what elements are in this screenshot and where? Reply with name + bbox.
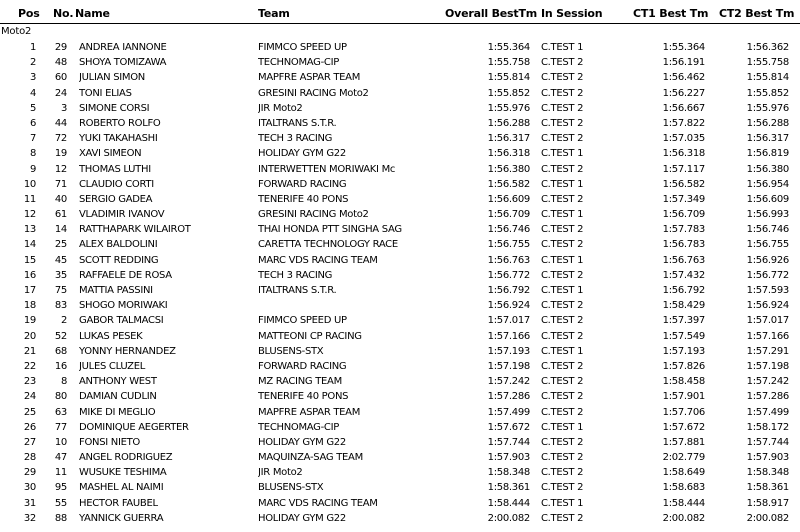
- ct1-time-cell: 1:57.783: [662, 224, 705, 236]
- session-cell: C.TEST 2: [541, 102, 584, 114]
- ct1-time-cell: 1:56.582: [662, 178, 705, 190]
- pos-cell: 23: [23, 376, 36, 388]
- number-cell: 63: [54, 406, 67, 418]
- ct1-time-cell: 1:56.667: [662, 102, 705, 114]
- session-cell: C.TEST 2: [541, 406, 584, 418]
- pos-cell: 2: [29, 57, 36, 69]
- best-time-cell: 1:55.364: [487, 42, 530, 53]
- session-cell: C.TEST 1: [541, 285, 584, 296]
- rider-name-cell: ANTHONY WEST: [79, 376, 157, 388]
- team-cell: TECHNOMAG-CIP: [258, 57, 339, 69]
- ct2-time-cell: 1:56.924: [746, 300, 789, 312]
- ct2-time-cell: 2:00.082: [746, 512, 789, 524]
- number-cell: 8: [60, 376, 67, 388]
- team-cell: HOLIDAY GYM G22: [258, 436, 346, 448]
- rider-name-cell: ANGEL RODRIGUEZ: [79, 452, 173, 464]
- pos-cell: 16: [23, 269, 36, 281]
- pos-cell: 24: [23, 391, 36, 403]
- rider-name-cell: SIMONE CORSI: [79, 102, 150, 114]
- ct2-time-cell: 1:58.348: [746, 467, 789, 479]
- best-time-cell: 1:56.772: [487, 269, 530, 281]
- best-time-cell: 1:57.166: [487, 330, 530, 342]
- ct2-time-cell: 1:56.380: [746, 163, 789, 175]
- ct2-time-cell: 1:56.954: [746, 178, 789, 190]
- number-cell: 24: [54, 87, 67, 99]
- table-row: [0, 405, 800, 420]
- ct2-time-cell: 1:55.814: [746, 72, 789, 84]
- session-cell: C.TEST 2: [541, 376, 584, 388]
- ct1-time-cell: 1:57.397: [662, 315, 705, 327]
- number-cell: 83: [54, 300, 67, 312]
- table-row: [0, 389, 800, 404]
- ct1-time-cell: 1:57.901: [662, 391, 705, 403]
- ct1-time-cell: 1:58.649: [662, 467, 705, 479]
- ct1-time-cell: 1:56.318: [662, 148, 705, 160]
- table-row: [0, 374, 800, 389]
- ct2-time-cell: 1:56.926: [746, 254, 789, 266]
- ct1-time-cell: 1:58.444: [662, 497, 705, 509]
- ct2-time-cell: 1:57.166: [746, 330, 789, 342]
- rider-name-cell: YONNY HERNANDEZ: [79, 345, 176, 357]
- ct2-time-cell: 1:56.746: [746, 224, 789, 236]
- team-cell: CARETTA TECHNOLOGY RACE: [258, 239, 398, 251]
- pos-cell: 18: [23, 300, 36, 312]
- rider-name-cell: ALEX BALDOLINI: [79, 239, 158, 251]
- team-cell: FIMMCO SPEED UP: [258, 42, 347, 53]
- team-cell: MARC VDS RACING TEAM: [258, 254, 378, 266]
- ct1-time-cell: 1:57.349: [662, 193, 705, 205]
- ct2-time-cell: 1:56.993: [746, 209, 789, 221]
- ct2-time-cell: 1:56.288: [746, 117, 789, 129]
- pos-cell: 10: [23, 178, 36, 190]
- rider-name-cell: DAMIAN CUDLIN: [79, 391, 157, 403]
- ct1-time-cell: 1:58.429: [662, 300, 705, 312]
- table-row: [0, 162, 800, 177]
- number-cell: 14: [54, 224, 67, 236]
- team-cell: ITALTRANS S.T.R.: [258, 285, 337, 296]
- table-row: [0, 450, 800, 465]
- pos-cell: 5: [29, 102, 36, 114]
- session-cell: C.TEST 2: [541, 482, 584, 494]
- best-time-cell: 1:58.361: [487, 482, 530, 494]
- ct1-time-cell: 1:57.822: [662, 117, 705, 129]
- session-cell: C.TEST 1: [541, 178, 584, 190]
- team-cell: GRESINI RACING Moto2: [258, 209, 369, 221]
- session-cell: C.TEST 2: [541, 117, 584, 129]
- ct1-time-cell: 1:57.826: [662, 360, 705, 372]
- session-cell: C.TEST 1: [541, 345, 584, 357]
- team-cell: HOLIDAY GYM G22: [258, 512, 346, 524]
- number-cell: 16: [54, 360, 67, 372]
- best-time-cell: 1:56.582: [487, 178, 530, 190]
- pos-cell: 25: [23, 406, 36, 418]
- ct1-time-cell: 1:56.191: [662, 57, 705, 69]
- table-row: [0, 420, 800, 435]
- session-cell: C.TEST 2: [541, 391, 584, 403]
- number-cell: 77: [54, 421, 67, 433]
- team-cell: BLUSENS-STX: [258, 482, 324, 494]
- ct2-time-cell: 1:56.755: [746, 239, 789, 251]
- session-cell: C.TEST 2: [541, 512, 584, 524]
- number-cell: 19: [54, 148, 67, 160]
- session-cell: C.TEST 2: [541, 467, 584, 479]
- ct2-time-cell: 1:57.291: [746, 345, 789, 357]
- team-cell: FORWARD RACING: [258, 178, 347, 190]
- team-cell: ITALTRANS S.T.R.: [258, 117, 337, 129]
- table-row: [0, 313, 800, 328]
- table-row: [0, 283, 800, 298]
- pos-cell: 27: [23, 436, 36, 448]
- header-best: Overall BestTm: [445, 7, 538, 20]
- table-row: [0, 116, 800, 131]
- best-time-cell: 1:57.286: [487, 391, 530, 403]
- team-cell: MAPFRE ASPAR TEAM: [258, 406, 361, 418]
- pos-cell: 8: [29, 148, 36, 160]
- header-session: In Session: [541, 7, 603, 20]
- session-cell: C.TEST 1: [541, 209, 584, 221]
- best-time-cell: 1:57.193: [487, 345, 530, 357]
- session-cell: C.TEST 2: [541, 315, 584, 327]
- pos-cell: 22: [23, 360, 36, 372]
- session-cell: C.TEST 2: [541, 133, 584, 145]
- pos-cell: 11: [23, 193, 36, 205]
- team-cell: MATTEONI CP RACING: [258, 330, 362, 342]
- pos-cell: 4: [29, 87, 36, 99]
- team-cell: HOLIDAY GYM G22: [258, 148, 346, 160]
- ct2-time-cell: 1:57.499: [746, 406, 789, 418]
- number-cell: 55: [54, 497, 67, 509]
- team-cell: GRESINI RACING Moto2: [258, 87, 369, 99]
- table-row: [0, 480, 800, 495]
- pos-cell: 14: [23, 239, 36, 251]
- table-row: [0, 101, 800, 116]
- table-row: [0, 207, 800, 222]
- table-row: [0, 146, 800, 161]
- table-row: [0, 344, 800, 359]
- best-time-cell: 1:57.499: [487, 406, 530, 418]
- best-time-cell: 1:57.672: [487, 421, 530, 433]
- table-row: [0, 496, 800, 511]
- ct2-time-cell: 1:57.242: [746, 376, 789, 388]
- team-cell: TECH 3 RACING: [258, 133, 333, 145]
- session-cell: C.TEST 2: [541, 239, 584, 251]
- number-cell: 80: [54, 391, 67, 403]
- rider-name-cell: XAVI SIMEON: [79, 148, 142, 160]
- ct1-time-cell: 1:56.763: [662, 254, 705, 266]
- number-cell: 10: [54, 436, 67, 448]
- best-time-cell: 1:56.380: [487, 163, 530, 175]
- number-cell: 95: [54, 482, 67, 494]
- results-table: [0, 40, 800, 526]
- number-cell: 29: [54, 42, 67, 53]
- pos-cell: 12: [23, 209, 36, 221]
- team-cell: TECH 3 RACING: [258, 269, 333, 281]
- header-pos: Pos: [18, 7, 40, 20]
- ct2-time-cell: 1:57.744: [746, 436, 789, 448]
- rider-name-cell: HECTOR FAUBEL: [79, 497, 158, 509]
- number-cell: 88: [54, 512, 67, 524]
- best-time-cell: 1:57.744: [487, 436, 530, 448]
- team-cell: JIR Moto2: [258, 102, 303, 114]
- pos-cell: 19: [23, 315, 36, 327]
- best-time-cell: 1:56.288: [487, 117, 530, 129]
- best-time-cell: 1:55.976: [487, 102, 530, 114]
- session-cell: C.TEST 2: [541, 300, 584, 312]
- pos-cell: 1: [29, 42, 36, 53]
- ct2-time-cell: 1:56.362: [746, 42, 789, 53]
- rider-name-cell: GABOR TALMACSI: [79, 315, 164, 327]
- table-row: [0, 237, 800, 252]
- table-row: [0, 465, 800, 480]
- ct2-time-cell: 1:56.609: [746, 193, 789, 205]
- table-row: [0, 222, 800, 237]
- pos-cell: 21: [23, 345, 36, 357]
- ct1-time-cell: 1:57.672: [662, 421, 705, 433]
- team-cell: TECHNOMAG-CIP: [258, 421, 339, 433]
- pos-cell: 6: [29, 117, 36, 129]
- session-cell: C.TEST 2: [541, 269, 584, 281]
- session-cell: C.TEST 1: [541, 148, 584, 160]
- pos-cell: 20: [23, 330, 36, 342]
- ct2-time-cell: 1:57.198: [746, 360, 789, 372]
- pos-cell: 31: [23, 497, 36, 509]
- ct2-time-cell: 1:57.286: [746, 391, 789, 403]
- ct2-time-cell: 1:57.017: [746, 315, 789, 327]
- table-row: [0, 298, 800, 313]
- best-time-cell: 2:00.082: [487, 512, 530, 524]
- rider-name-cell: CLAUDIO CORTI: [79, 178, 154, 190]
- ct2-time-cell: 1:58.917: [746, 497, 789, 509]
- rider-name-cell: ROBERTO ROLFO: [79, 117, 161, 129]
- team-cell: FORWARD RACING: [258, 360, 347, 372]
- team-cell: FIMMCO SPEED UP: [258, 315, 347, 327]
- ct1-time-cell: 2:02.779: [662, 452, 705, 464]
- rider-name-cell: LUKAS PESEK: [79, 330, 143, 342]
- pos-cell: 17: [23, 285, 36, 296]
- table-row: [0, 40, 800, 55]
- rider-name-cell: FONSI NIETO: [79, 436, 141, 448]
- best-time-cell: 1:56.792: [487, 285, 530, 296]
- number-cell: 44: [54, 117, 67, 129]
- pos-cell: 15: [23, 254, 36, 266]
- ct1-time-cell: 2:00.082: [662, 512, 705, 524]
- pos-cell: 13: [23, 224, 36, 236]
- rider-name-cell: SCOTT REDDING: [79, 254, 159, 266]
- table-header: [0, 7, 800, 23]
- number-cell: 3: [60, 102, 67, 114]
- ct1-time-cell: 1:57.193: [662, 345, 705, 357]
- rider-name-cell: SHOYA TOMIZAWA: [79, 57, 167, 69]
- table-row: [0, 329, 800, 344]
- team-cell: THAI HONDA PTT SINGHA SAG: [258, 224, 402, 236]
- best-time-cell: 1:56.318: [487, 148, 530, 160]
- table-row: [0, 55, 800, 70]
- rider-name-cell: MASHEL AL NAIMI: [79, 482, 164, 494]
- pos-cell: 7: [29, 133, 36, 145]
- best-time-cell: 1:57.903: [487, 452, 530, 464]
- table-row: [0, 192, 800, 207]
- ct1-time-cell: 1:56.792: [662, 285, 705, 296]
- rider-name-cell: TONI ELIAS: [79, 87, 132, 99]
- header-ct2: CT2 Best Tm: [719, 7, 795, 20]
- team-cell: TENERIFE 40 PONS: [258, 391, 349, 403]
- table-row: [0, 435, 800, 450]
- best-time-cell: 1:55.758: [487, 57, 530, 69]
- best-time-cell: 1:57.017: [487, 315, 530, 327]
- team-cell: MZ RACING TEAM: [258, 376, 342, 388]
- table-row: [0, 70, 800, 85]
- best-time-cell: 1:56.746: [487, 224, 530, 236]
- rider-name-cell: SHOGO MORIWAKI: [79, 300, 168, 312]
- team-cell: MAQUINZA-SAG TEAM: [258, 452, 363, 464]
- header-team: Team: [258, 7, 290, 20]
- ct2-time-cell: 1:58.361: [746, 482, 789, 494]
- rider-name-cell: ANDREA IANNONE: [79, 42, 167, 53]
- pos-cell: 9: [29, 163, 36, 175]
- number-cell: 45: [54, 254, 67, 266]
- number-cell: 47: [54, 452, 67, 464]
- ct1-time-cell: 1:57.035: [662, 133, 705, 145]
- ct2-time-cell: 1:56.317: [746, 133, 789, 145]
- rider-name-cell: DOMINIQUE AEGERTER: [79, 421, 189, 433]
- best-time-cell: 1:58.444: [487, 497, 530, 509]
- pos-cell: 32: [23, 512, 36, 524]
- rider-name-cell: THOMAS LUTHI: [79, 163, 151, 175]
- rider-name-cell: MIKE DI MEGLIO: [79, 406, 156, 418]
- rider-name-cell: YANNICK GUERRA: [79, 512, 164, 524]
- number-cell: 35: [54, 269, 67, 281]
- number-cell: 40: [54, 193, 67, 205]
- rider-name-cell: SERGIO GADEA: [79, 193, 153, 205]
- session-cell: C.TEST 2: [541, 87, 584, 99]
- number-cell: 52: [54, 330, 67, 342]
- session-cell: C.TEST 2: [541, 452, 584, 464]
- ct1-time-cell: 1:56.462: [662, 72, 705, 84]
- pos-cell: 29: [23, 467, 36, 479]
- best-time-cell: 1:58.348: [487, 467, 530, 479]
- ct2-time-cell: 1:58.172: [746, 421, 789, 433]
- ct1-time-cell: 1:57.706: [662, 406, 705, 418]
- ct1-time-cell: 1:56.783: [662, 239, 705, 251]
- ct2-time-cell: 1:57.903: [746, 452, 789, 464]
- rider-name-cell: JULIAN SIMON: [79, 72, 145, 84]
- number-cell: 75: [54, 285, 67, 296]
- table-row: [0, 511, 800, 526]
- table-row: [0, 86, 800, 101]
- pos-cell: 30: [23, 482, 36, 494]
- best-time-cell: 1:57.198: [487, 360, 530, 372]
- number-cell: 11: [54, 467, 67, 479]
- session-cell: C.TEST 2: [541, 330, 584, 342]
- number-cell: 61: [54, 209, 67, 221]
- ct1-time-cell: 1:58.683: [662, 482, 705, 494]
- ct1-time-cell: 1:57.549: [662, 330, 705, 342]
- class-label: Moto2: [1, 26, 32, 37]
- session-cell: C.TEST 1: [541, 254, 584, 266]
- ct1-time-cell: 1:57.881: [662, 436, 705, 448]
- team-cell: INTERWETTEN MORIWAKI Mc: [258, 163, 396, 175]
- session-cell: C.TEST 2: [541, 163, 584, 175]
- ct1-time-cell: 1:57.117: [662, 163, 705, 175]
- rider-name-cell: RATTHAPARK WILAIROT: [79, 224, 191, 236]
- best-time-cell: 1:56.709: [487, 209, 530, 221]
- team-cell: JIR Moto2: [258, 467, 303, 479]
- table-row: [0, 359, 800, 374]
- number-cell: 2: [60, 315, 67, 327]
- number-cell: 68: [54, 345, 67, 357]
- ct2-time-cell: 1:55.976: [746, 102, 789, 114]
- team-cell: MARC VDS RACING TEAM: [258, 497, 378, 509]
- header-ct1: CT1 Best Tm: [633, 7, 709, 20]
- rider-name-cell: YUKI TAKAHASHI: [79, 133, 158, 145]
- best-time-cell: 1:56.609: [487, 193, 530, 205]
- rider-name-cell: JULES CLUZEL: [79, 360, 146, 372]
- header-name: Name: [75, 7, 110, 20]
- table-row: [0, 177, 800, 192]
- number-cell: 48: [54, 57, 67, 69]
- ct1-time-cell: 1:56.709: [662, 209, 705, 221]
- rider-name-cell: WUSUKE TESHIMA: [79, 467, 167, 479]
- table-row: [0, 131, 800, 146]
- team-cell: TENERIFE 40 PONS: [258, 193, 349, 205]
- table-row: [0, 268, 800, 283]
- ct1-time-cell: 1:57.432: [662, 269, 705, 281]
- session-cell: C.TEST 1: [541, 42, 584, 53]
- table-row: [0, 253, 800, 268]
- number-cell: 72: [54, 133, 67, 145]
- session-cell: C.TEST 2: [541, 360, 584, 372]
- header-no-name: No.: [53, 7, 74, 20]
- rider-name-cell: MATTIA PASSINI: [79, 285, 153, 296]
- session-cell: C.TEST 2: [541, 193, 584, 205]
- ct1-time-cell: 1:56.227: [662, 87, 705, 99]
- session-cell: C.TEST 2: [541, 57, 584, 69]
- session-cell: C.TEST 2: [541, 436, 584, 448]
- ct1-time-cell: 1:55.364: [662, 42, 705, 53]
- pos-cell: 3: [29, 72, 36, 84]
- ct2-time-cell: 1:55.758: [746, 57, 789, 69]
- pos-cell: 26: [23, 421, 36, 433]
- ct2-time-cell: 1:56.819: [746, 148, 789, 160]
- ct2-time-cell: 1:57.593: [746, 285, 789, 296]
- header-divider: [0, 23, 800, 24]
- ct2-time-cell: 1:55.852: [746, 87, 789, 99]
- number-cell: 71: [54, 178, 67, 190]
- team-cell: MAPFRE ASPAR TEAM: [258, 72, 361, 84]
- best-time-cell: 1:56.317: [487, 133, 530, 145]
- session-cell: C.TEST 2: [541, 224, 584, 236]
- pos-cell: 28: [23, 452, 36, 464]
- best-time-cell: 1:56.763: [487, 254, 530, 266]
- rider-name-cell: VLADIMIR IVANOV: [79, 209, 165, 221]
- ct2-time-cell: 1:56.772: [746, 269, 789, 281]
- number-cell: 12: [54, 163, 67, 175]
- session-cell: C.TEST 1: [541, 497, 584, 509]
- number-cell: 60: [54, 72, 67, 84]
- ct1-time-cell: 1:58.458: [662, 376, 705, 388]
- best-time-cell: 1:56.924: [487, 300, 530, 312]
- best-time-cell: 1:55.852: [487, 87, 530, 99]
- session-cell: C.TEST 2: [541, 72, 584, 84]
- session-cell: C.TEST 1: [541, 421, 584, 433]
- best-time-cell: 1:56.755: [487, 239, 530, 251]
- rider-name-cell: RAFFAELE DE ROSA: [79, 269, 172, 281]
- best-time-cell: 1:57.242: [487, 376, 530, 388]
- number-cell: 25: [54, 239, 67, 251]
- team-cell: BLUSENS-STX: [258, 345, 324, 357]
- best-time-cell: 1:55.814: [487, 72, 530, 84]
